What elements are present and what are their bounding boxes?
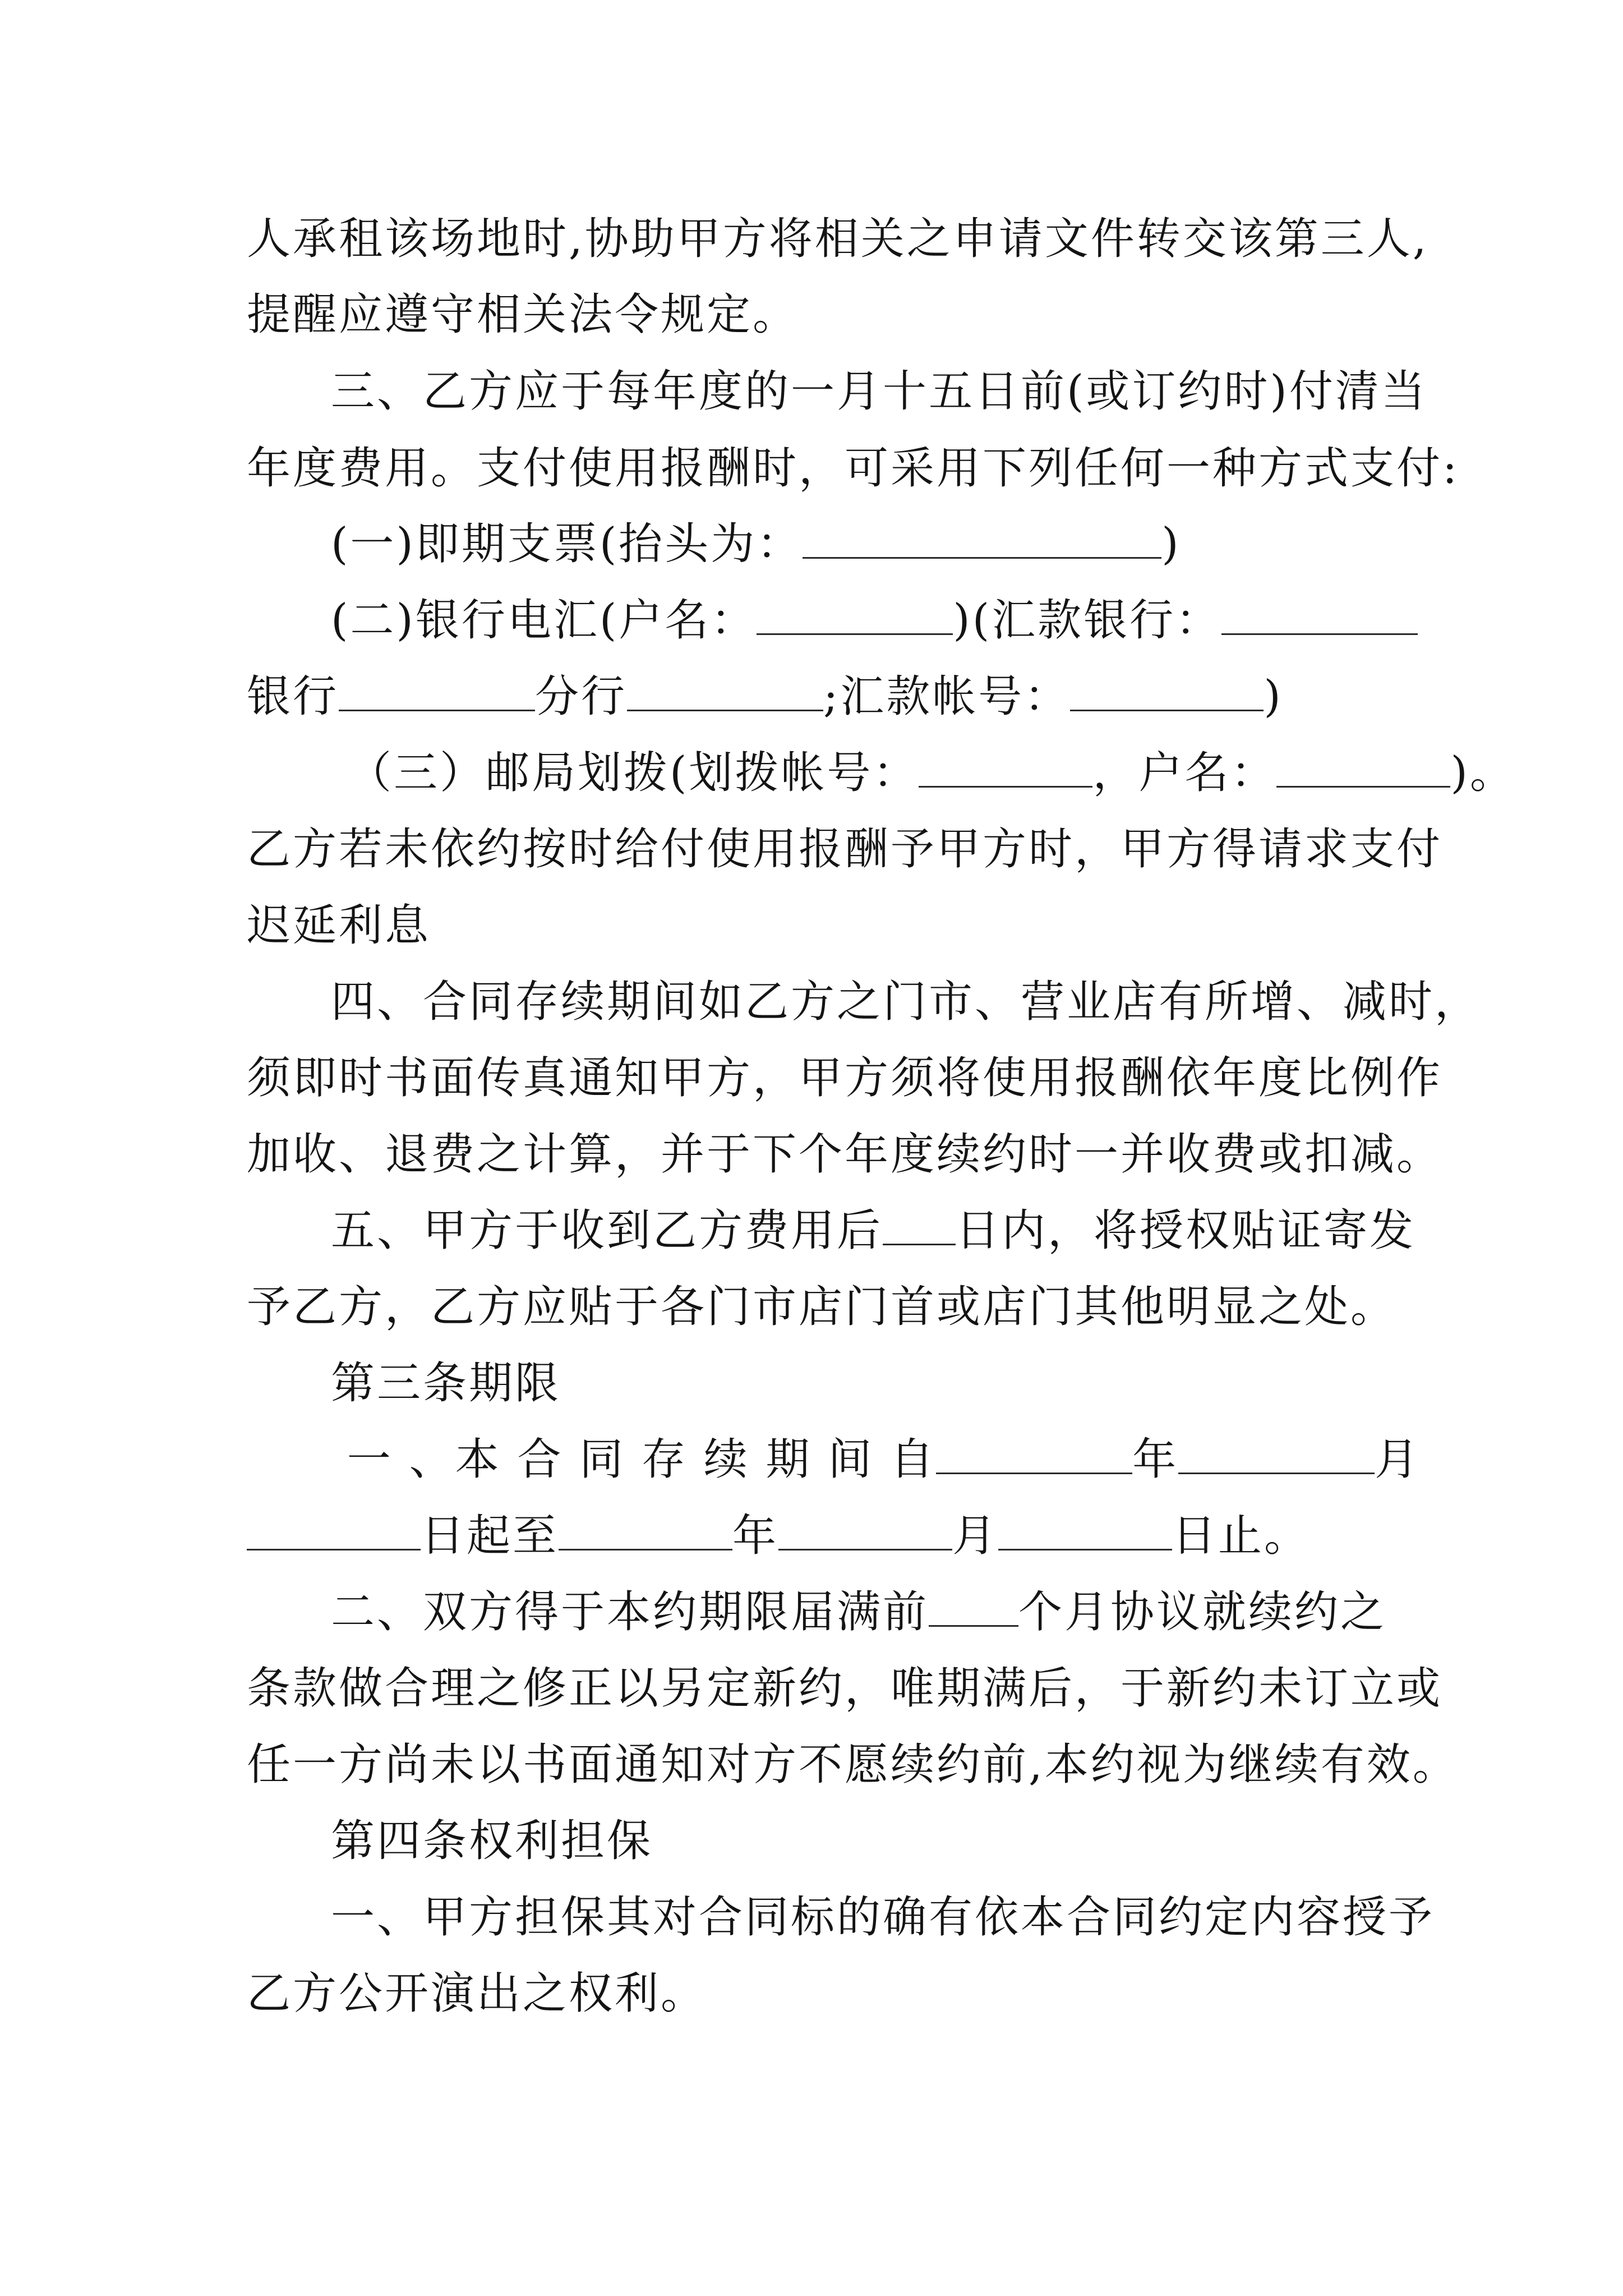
text-span: （三）邮局划拨(划拨帐号： (348, 748, 919, 798)
text-span: (一)即期支票(抬头为： (331, 519, 803, 569)
text-line: 乙方若未依约按时给付使用报酬予甲方时，甲方得请求支付 (247, 824, 1443, 875)
term-line-2 (247, 1509, 1310, 1563)
bank-line (247, 670, 1283, 724)
blank-field (1276, 747, 1450, 788)
text-line: 予乙方，乙方应贴于各门市店门首或店门其他明显之处。 (247, 1282, 1397, 1332)
text-span: 年 (732, 1511, 779, 1561)
blank-field (627, 670, 823, 711)
article-3-heading: 第三条期限 (331, 1358, 561, 1409)
article-4-heading: 第四条权利担保 (331, 1816, 653, 1866)
text-span: 日止。 (1172, 1511, 1311, 1561)
clause-3-line: 三、乙方应于每年度的一月十五日前(或订约时)付清当 (331, 366, 1427, 417)
clause-4-line: 四、合同存续期间如乙方之门市、营业店有所增、减时， (331, 977, 1481, 1027)
blank-field (919, 747, 1092, 788)
clause-5-line (331, 1204, 1415, 1258)
blank-field (803, 518, 1161, 559)
text-span: )。 (1450, 748, 1516, 798)
text-span: )(汇款银行： (953, 595, 1222, 646)
payment-option-3 (348, 746, 1516, 800)
blank-field (778, 1510, 952, 1550)
text-span: 五、甲方于收到乙方费用后 (331, 1205, 883, 1256)
text-span: 分行 (535, 671, 628, 722)
blank-field (757, 594, 953, 635)
blank-field (1178, 1433, 1375, 1474)
blank-field (883, 1204, 956, 1245)
blank-field (559, 1510, 732, 1550)
text-line: 提醒应遵守相关法令规定。 (247, 289, 799, 340)
text-span: (二)银行电汇(户名： (331, 595, 757, 646)
text-line: 人承租该场地时,协助甲方将相关之申请文件转交该第三人, (247, 214, 1429, 264)
text-span: 年 (1132, 1434, 1179, 1485)
text-span: 日起至 (421, 1511, 559, 1561)
blank-field (247, 1510, 421, 1550)
payment-option-2 (331, 593, 1418, 647)
warranty-line: 一、甲方担保其对合同标的确有依本合同约定内容授予 (331, 1892, 1435, 1943)
text-span: ;汇款帐号： (823, 671, 1071, 722)
text-span: ，户名： (1092, 748, 1277, 798)
text-line: 年度费用。支付使用报酬时，可采用下列任何一种方式支付: (247, 443, 1460, 494)
blank-field (936, 1433, 1132, 1474)
text-span: 月 (1375, 1434, 1421, 1485)
renewal-line (331, 1585, 1386, 1639)
text-span: 日内，将授权贴证寄发 (956, 1205, 1416, 1256)
text-span: 银行 (247, 671, 339, 722)
text-span: 二、双方得于本约期限届满前 (331, 1587, 929, 1637)
blank-field (339, 670, 535, 711)
term-line-1 (331, 1433, 1421, 1487)
text-span: 个月协议就续约之 (1018, 1587, 1387, 1637)
blank-field (998, 1510, 1172, 1550)
text-span: ) (1161, 519, 1181, 569)
text-line: 乙方公开演出之权利。 (247, 1968, 707, 2019)
text-line: 加收、退费之计算，并于下个年度续约时一并收费或扣减。 (247, 1129, 1443, 1180)
text-line: 迟延利息 (247, 900, 431, 951)
text-span: 一 、本 合 同 存 续 期 间 自 (331, 1434, 937, 1485)
text-line: 任一方尚未以书面通知对方不愿续约前,本约视为继续有效。 (247, 1740, 1459, 1790)
text-span: ) (1264, 671, 1283, 722)
payment-option-1 (331, 517, 1181, 571)
blank-field (1070, 670, 1264, 711)
blank-field (1221, 594, 1418, 635)
text-span: 月 (952, 1511, 999, 1561)
text-line: 条款做合理之修正以另定新约，唯期满后，于新约未订立或 (247, 1663, 1443, 1714)
blank-field (929, 1586, 1018, 1627)
text-line: 须即时书面传真通知甲方，甲方须将使用报酬依年度比例作 (247, 1053, 1443, 1103)
